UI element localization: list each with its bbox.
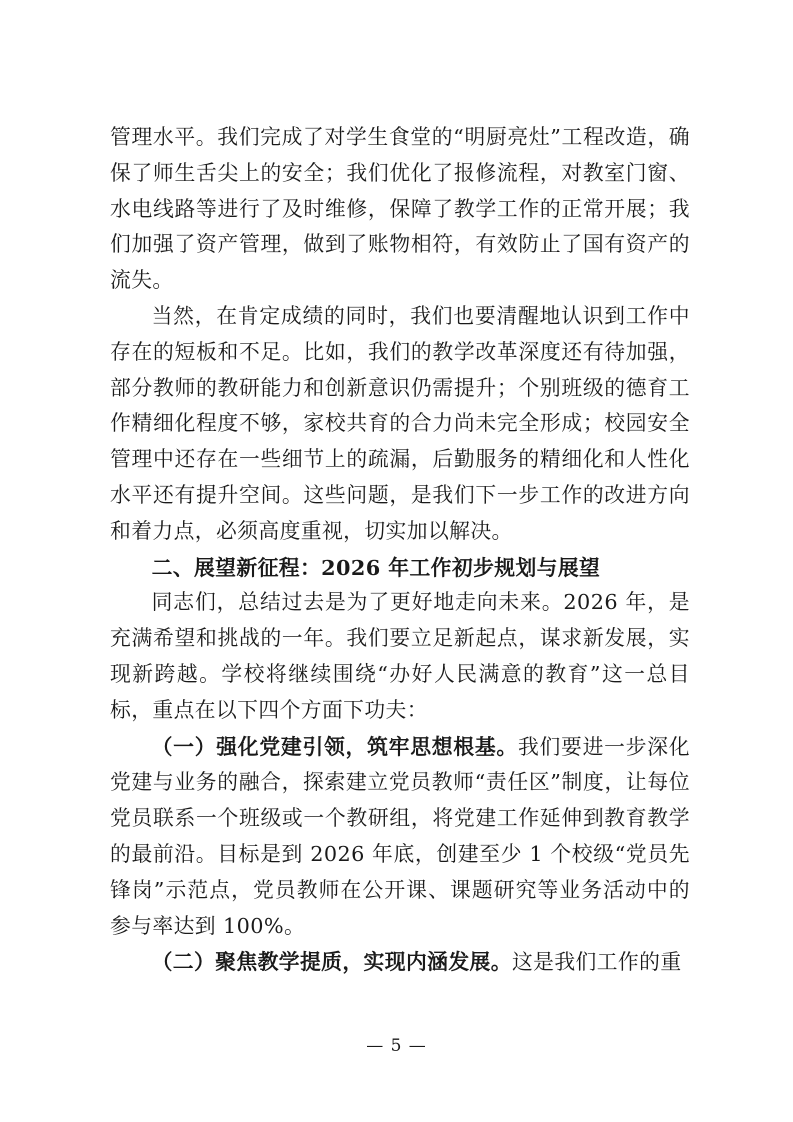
party-building-lead: （一）强化党建引领，筑牢思想根基。 — [151, 733, 518, 759]
page-number: — 5 — — [366, 1036, 427, 1056]
teaching-quality-body: 这是我们工作的重 — [511, 950, 682, 975]
paragraph-logistics-management: 管理水平。我们完成了对学生食堂的“明厨亮灶”工程改造，确保了师生舌尖上的安全；我们优化了报修流程，对教室门窗、水电线路等进行了及时维修，保障了教学工作的正常开展；我们加强了资产管理，做到了账物相符，有效防止了国有资产的流失。 — [110, 125, 690, 293]
paragraph-teaching-quality — [110, 944, 690, 981]
paragraph-shortcomings: 当然，在肯定成绩的同时，我们也要清醒地认识到工作中存在的短板和不足。比如，我们的教学改革深度还有待加强，部分教师的教研能力和创新意识仍需提升；个别班级的德育工作精细化程度不够，家校共育的合力尚未完全形成；校园安全管理中还存在一些细节上的疏漏，后勤服务的精细化和人性化水平还有提升空间。这些问题，是我们下一步工作的改进方向和着力点，必须高度重视，切实加以解决。 — [110, 303, 690, 543]
paragraph-outlook: 同志们，总结过去是为了更好地走向未来。2026 年，是充满希望和挑战的一年。我们要立足新起点，谋求新发展，实现新跨越。学校将继续围绕“办好人民满意的教育”这一总目标，重点在以下四个方面下功夫： — [110, 590, 690, 722]
document-body — [110, 120, 690, 981]
teaching-quality-lead: （二）聚焦教学提质，实现内涵发展。 — [151, 949, 512, 975]
party-building-body: 我们要进一步深化党建与业务的融合，探索建立党员教师“责任区”制度，让每位党员联系一个班级或一个教研组，将党建工作延伸到教育教学的最前沿。目标是到 2026 年底，创建至少 1 个校级“党员先锋岗”示范点，党员教师在公开课、课题研究等业务活动中的参与率达到 100%。 — [110, 734, 690, 938]
section-heading-2026-plan: 二、展望新征程：2026 年工作初步规划与展望 — [151, 554, 601, 580]
paragraph-party-building — [110, 729, 690, 945]
